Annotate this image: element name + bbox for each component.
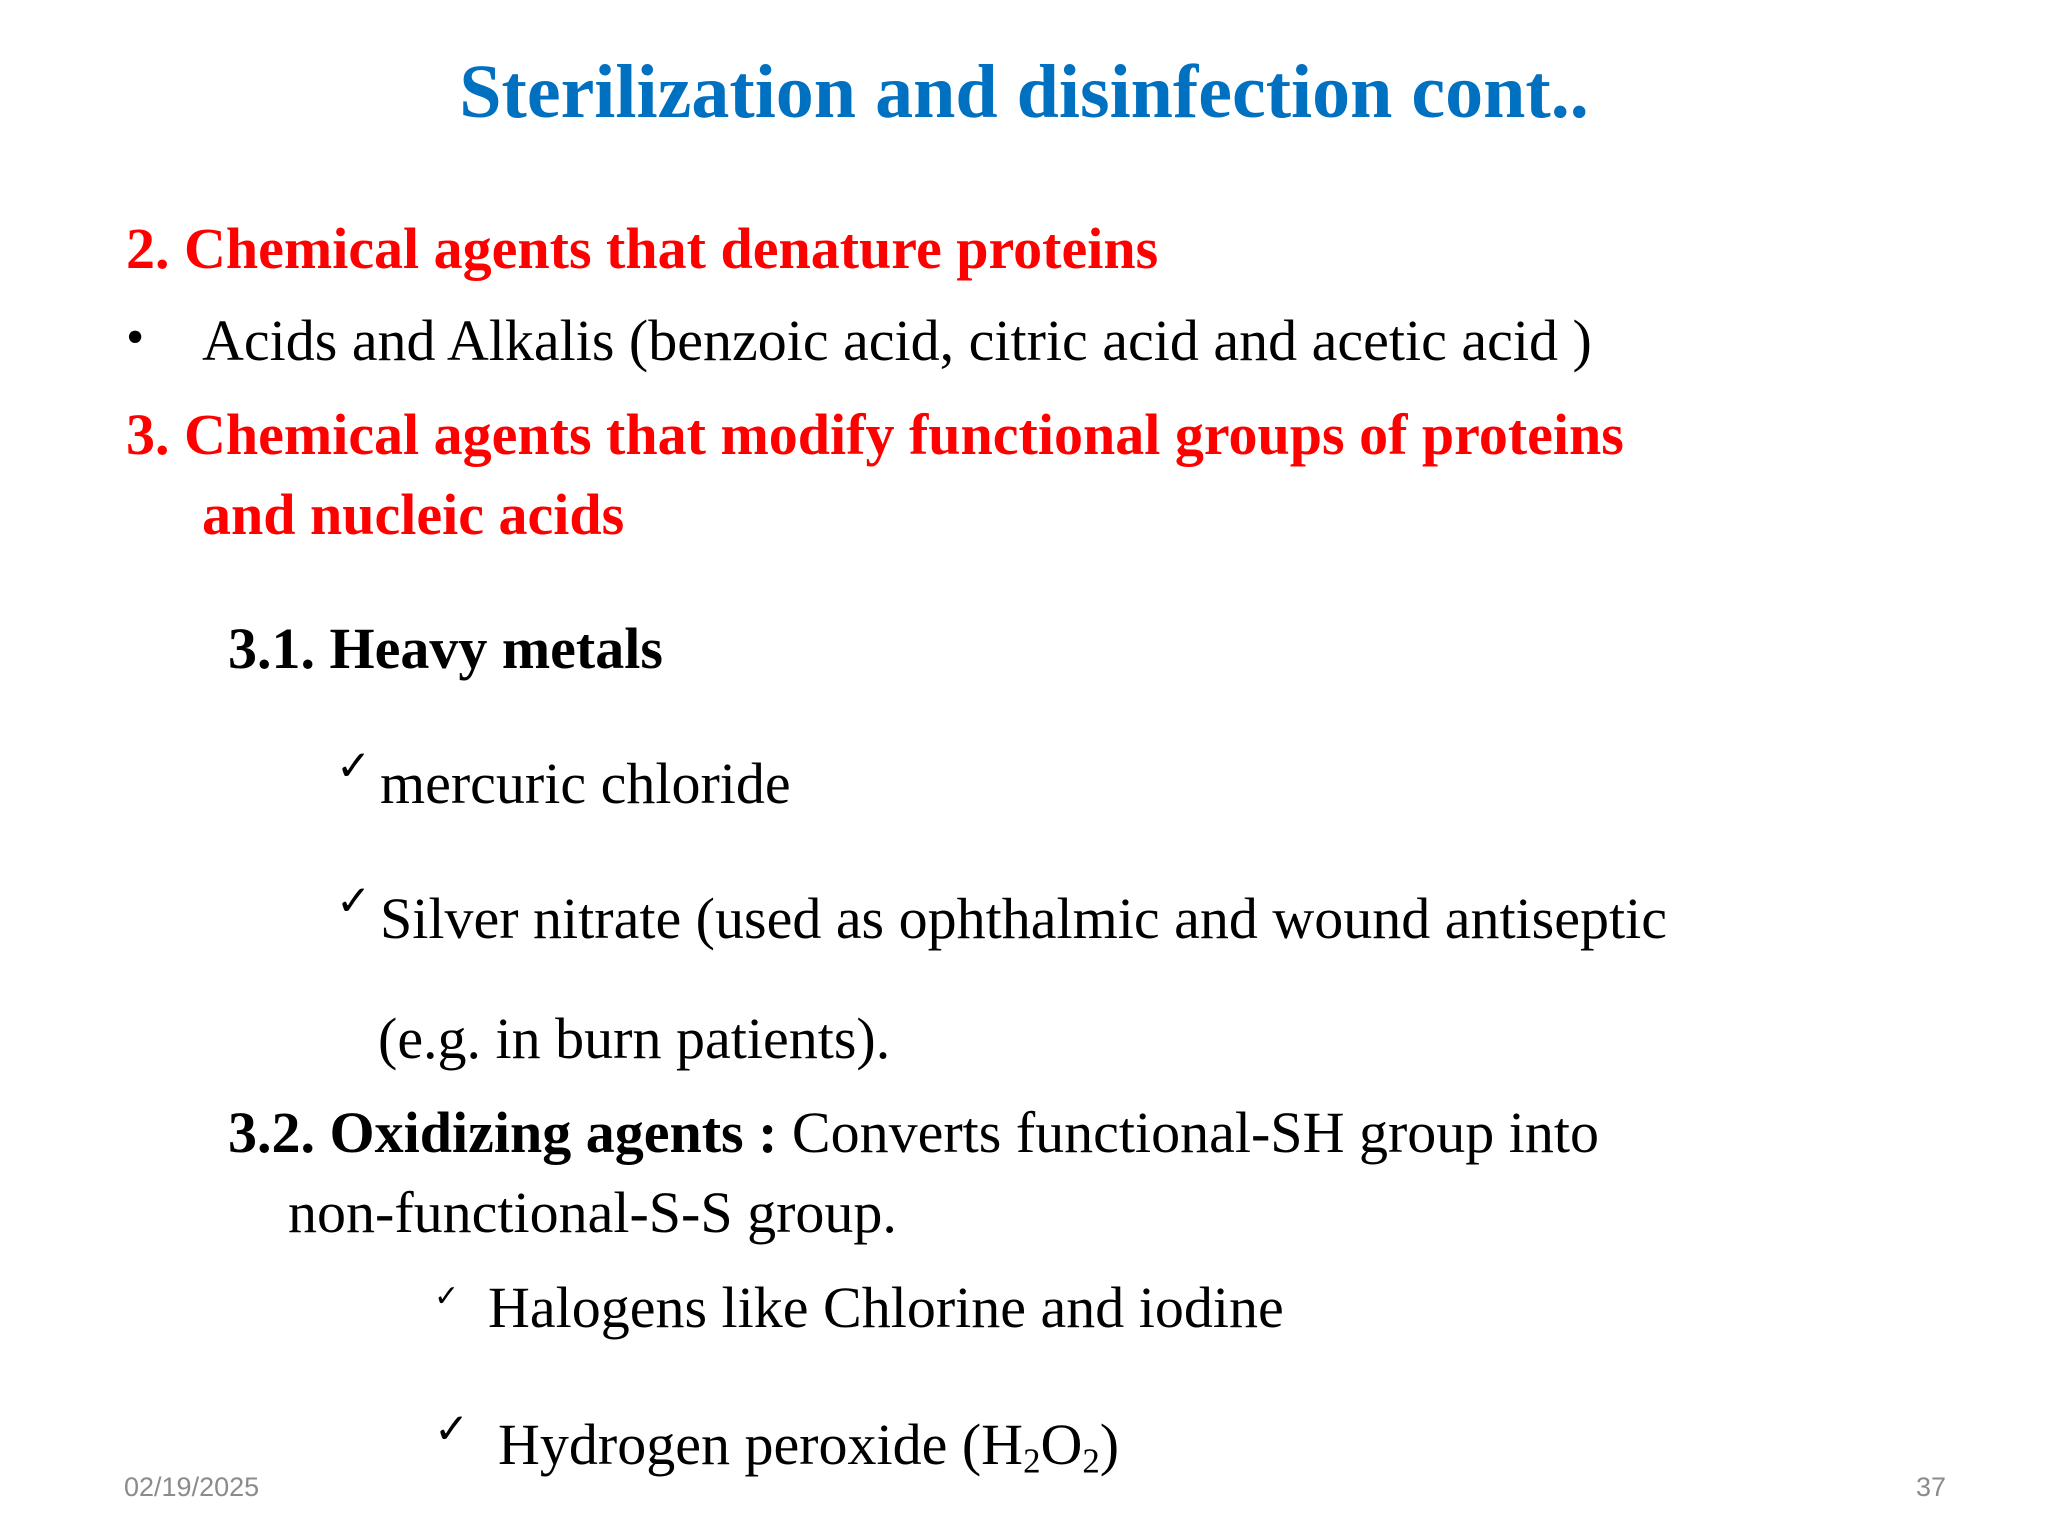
hydrogen-peroxide-text-mid: O xyxy=(1040,1412,1083,1477)
footer-date: 02/19/2025 xyxy=(124,1472,260,1502)
heavy-metal-item-mercuric-chloride: mercuric chloride xyxy=(380,751,791,816)
hydrogen-peroxide-text-prefix: Hydrogen peroxide (H xyxy=(498,1412,1024,1477)
subscript-2: 2 xyxy=(1082,1441,1100,1481)
heavy-metal-item-silver-nitrate: Silver nitrate (used as ophthalmic and wound antiseptic xyxy=(380,886,1667,951)
section-3-heading-line2: and nucleic acids xyxy=(202,482,625,547)
subsection-3-2-description-line2: non-functional-S-S group. xyxy=(288,1180,897,1245)
check-icon: ✓ xyxy=(336,876,372,925)
bullet-dot-icon: • xyxy=(126,309,145,366)
subscript-2: 2 xyxy=(1023,1441,1041,1481)
footer-page-number: 37 xyxy=(1916,1472,1947,1502)
check-icon: ✓ xyxy=(434,1404,470,1453)
oxidizing-agent-item-hydrogen-peroxide xyxy=(498,1412,1120,1481)
check-icon: ✓ xyxy=(434,1279,460,1314)
subsection-3-2 xyxy=(228,1100,1599,1165)
slide-title: Sterilization and disinfection cont.. xyxy=(459,50,1589,134)
section-2-heading: 2. Chemical agents that denature proteins xyxy=(126,216,1159,281)
oxidizing-agent-item-halogens: Halogens like Chlorine and iodine xyxy=(488,1275,1284,1340)
hydrogen-peroxide-text-suffix: ) xyxy=(1099,1412,1120,1477)
section-3-heading-line1: 3. Chemical agents that modify functional groups of proteins xyxy=(126,402,1624,467)
section-2-bullet-text: Acids and Alkalis (benzoic acid, citric acid and acetic acid ) xyxy=(202,308,1592,373)
subsection-3-1-heading: 3.1. Heavy metals xyxy=(228,616,663,681)
heavy-metal-item-silver-nitrate-continuation: (e.g. in burn patients). xyxy=(378,1006,891,1071)
check-icon: ✓ xyxy=(336,741,372,790)
subsection-3-2-description: Converts functional-SH group into xyxy=(777,1100,1599,1165)
subsection-3-2-heading: 3.2. Oxidizing agents : xyxy=(228,1100,778,1165)
